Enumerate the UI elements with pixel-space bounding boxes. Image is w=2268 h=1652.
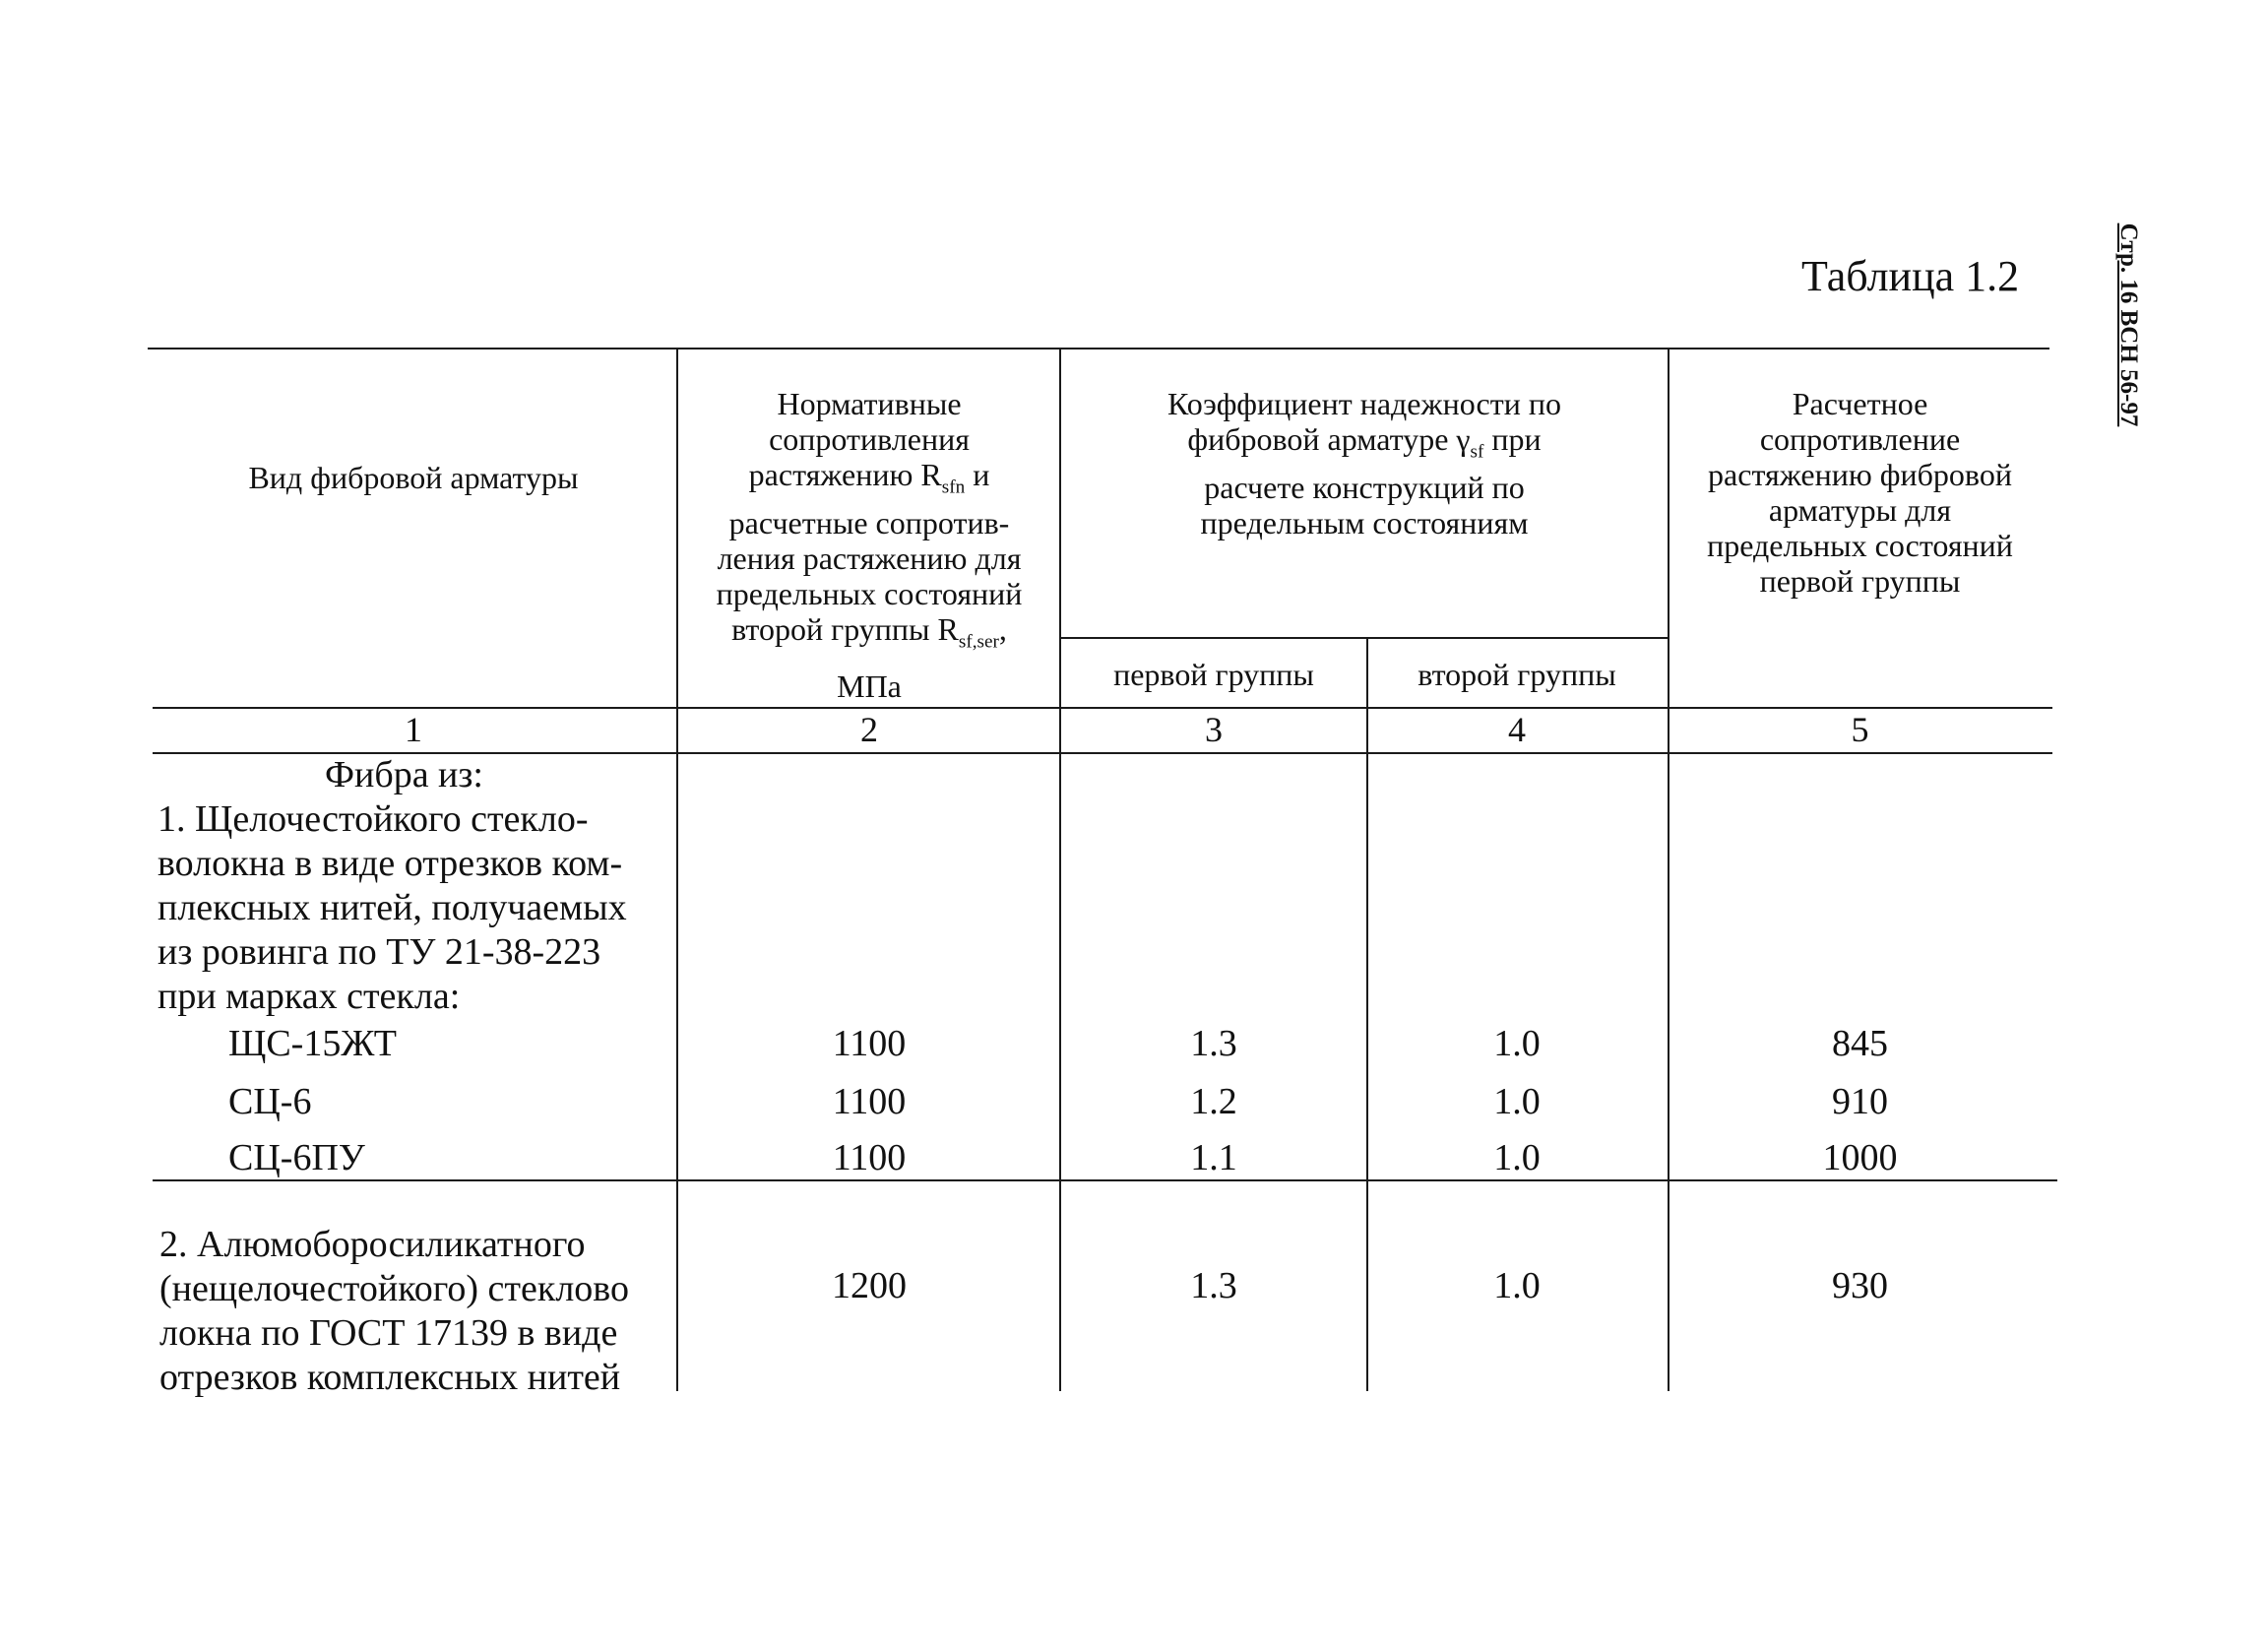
- col-divider-1: [676, 348, 678, 1391]
- glass-grade-label: СЦ-6ПУ: [228, 1137, 365, 1178]
- glass-grade-label: СЦ-6: [228, 1081, 312, 1122]
- table-title: Таблица 1.2: [1801, 252, 2020, 300]
- header-col2: Нормативные сопротивления растяжению $R_{sfn}$ и расчетные сопротив- ления растяжению для предельных состояний второй группы $R_{sf,ser}$, МПа: [679, 386, 1059, 704]
- subheader-rule: [1061, 637, 1669, 639]
- cell-coef-second: 1.0: [1493, 1137, 1541, 1178]
- col-divider-2: [1059, 348, 1061, 1391]
- cell-coef-first: 1.3: [1190, 1023, 1237, 1064]
- cell-resistance: 1100: [832, 1081, 907, 1122]
- column-number-5: 5: [1851, 710, 1869, 749]
- cell-coef-second: 1.0: [1493, 1265, 1541, 1306]
- group1-bottom-rule: [153, 1179, 2057, 1181]
- cell-resistance: 1100: [832, 1023, 907, 1064]
- header-col2-unit: МПа: [837, 667, 902, 704]
- glass-grade-label: ЩС-15ЖТ: [228, 1023, 397, 1064]
- cell-coef-first: 1.2: [1190, 1081, 1237, 1122]
- cell-coef-second: 1.0: [1493, 1081, 1541, 1122]
- header-col3: первой группы: [1113, 657, 1314, 692]
- group1-intro: Фибра из:: [325, 754, 483, 795]
- column-number-2: 2: [860, 710, 878, 749]
- cell-resistance: 1200: [832, 1265, 907, 1306]
- cell-design-resistance: 845: [1832, 1023, 1888, 1064]
- cell-design-resistance: 930: [1832, 1265, 1888, 1306]
- header-col1: Вид фибровой арматуры: [248, 460, 579, 495]
- cell-resistance: 1100: [832, 1137, 907, 1178]
- header-col5: Расчетное сопротивление растяжению фибровой арматуры для предельных состояний первой группы: [1707, 386, 2013, 599]
- side-page-label: Стр. 16 ВСН 56-97: [2115, 222, 2142, 427]
- cell-coef-first: 1.1: [1190, 1137, 1237, 1178]
- header-col4: второй группы: [1418, 657, 1616, 692]
- group2-description: 2. Алюмоборосиликатного (нещелочестойкого) стеклово локна по ГОСТ 17139 в виде отрезков комплексных нитей: [159, 1224, 629, 1398]
- column-number-4: 4: [1508, 710, 1526, 749]
- group1-description: 1. Щелочестойкого стекло- волокна в виде отрезков ком- плексных нитей, получаемых из ровинга по ТУ 21-38-223 при марках стекла:: [158, 798, 627, 1017]
- cell-coef-second: 1.0: [1493, 1023, 1541, 1064]
- column-number-3: 3: [1205, 710, 1223, 749]
- header-col34: Коэффициент надежности по фибровой арматуре $\gamma_{sf}$ при расчете конструкций по предельным состояниям: [1167, 386, 1561, 541]
- column-number-1: 1: [405, 710, 422, 749]
- cell-design-resistance: 1000: [1822, 1137, 1898, 1178]
- col-divider-4: [1668, 348, 1670, 1391]
- table-top-rule: [148, 348, 2049, 349]
- cell-coef-first: 1.3: [1190, 1265, 1237, 1306]
- header-bottom-rule: [153, 707, 2052, 709]
- cell-design-resistance: 910: [1832, 1081, 1888, 1122]
